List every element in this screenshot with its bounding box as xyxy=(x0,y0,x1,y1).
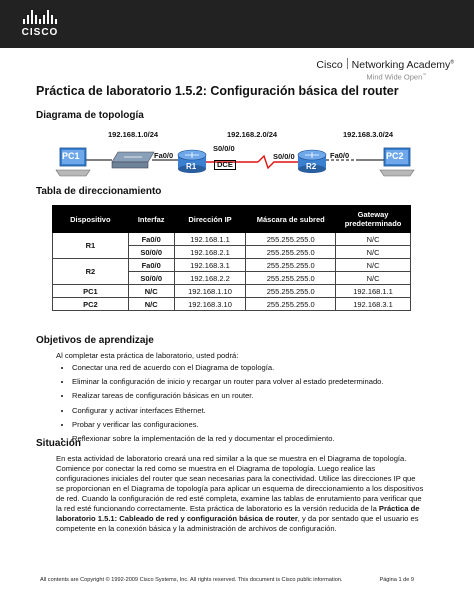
interface-cell: N/C xyxy=(128,285,174,298)
mask-cell: 255.255.255.0 xyxy=(246,233,336,246)
topology-heading: Diagrama de topología xyxy=(36,110,144,121)
ip-cell: 192.168.3.1 xyxy=(174,259,246,272)
list-item: • Conectar una red de acuerdo con el Diagrama de topología. xyxy=(72,361,384,375)
header-gateway: Gateway predeterminado xyxy=(336,206,411,233)
gateway-cell: N/C xyxy=(336,246,411,259)
situation-heading: Situación xyxy=(36,438,82,449)
list-item: • Configurar y activar interfaces Ethernet. xyxy=(72,404,384,418)
device-cell: R1 xyxy=(53,233,129,259)
interface-cell: S0/0/0 xyxy=(128,272,174,285)
mask-cell: 255.255.255.0 xyxy=(246,285,336,298)
gateway-cell: N/C xyxy=(336,272,411,285)
gateway-cell: 192.168.1.1 xyxy=(336,285,411,298)
mask-cell: 255.255.255.0 xyxy=(246,259,336,272)
device-cell: R2 xyxy=(53,259,129,285)
cisco-logo-text: CISCO xyxy=(21,27,59,38)
network-label-2: 192.168.2.0/24 xyxy=(227,130,278,139)
brand-tagline: Mind Wide Open xyxy=(366,72,423,82)
list-item: • Eliminar la configuración de inicio y recargar un router para volver al estado predeterminado. xyxy=(72,375,384,389)
table-row xyxy=(53,233,411,246)
header-device: Dispositivo xyxy=(53,206,129,233)
pc1-label: PC1 xyxy=(62,151,80,161)
ip-cell: 192.168.2.1 xyxy=(174,246,246,259)
ip-cell: 192.168.3.10 xyxy=(174,298,246,311)
table-row xyxy=(53,259,411,272)
gateway-cell: 192.168.3.1 xyxy=(336,298,411,311)
situation-paragraph xyxy=(56,454,424,534)
interface-cell: N/C xyxy=(128,298,174,311)
network-label-1: 192.168.1.0/24 xyxy=(108,130,159,139)
gateway-cell: N/C xyxy=(336,233,411,246)
network-label-3: 192.168.3.0/24 xyxy=(343,130,394,139)
mask-cell: 255.255.255.0 xyxy=(246,272,336,285)
brand-registered: ® xyxy=(450,59,454,66)
page-title: Práctica de laboratorio 1.5.2: Configuración básica del router xyxy=(36,84,399,98)
dce-label: DCE xyxy=(214,160,236,170)
mask-cell: 255.255.255.0 xyxy=(246,246,336,259)
interface-cell: Fa0/0 xyxy=(128,259,174,272)
table-row xyxy=(53,285,411,298)
situation-lab-reference: Práctica de laboratorio 1.5.1: Cableado de red y configuración básica de router xyxy=(56,504,420,523)
pc2-label: PC2 xyxy=(386,151,404,161)
addressing-table xyxy=(52,205,411,311)
interface-cell: Fa0/0 xyxy=(128,233,174,246)
situation-text-a: En esta actividad de laboratorio creará una red similar a la que se muestra en el Diagrama de topología. Comience por conectar la red como se muestra en el Diagrama de topología. Luego realice las configuraciones iniciales del router que sean necesarias para la conectividad. Utilice las direcciones IP que se proporcionan en el Diagrama de topología para aplicar un esquema de direccionamiento a los dispositivos de red. Cuando la configuración de red esté completa, examine las tablas de enrutamiento para verificar que la red esté funcionando correctamente. Esta práctica de laboratorio es la versión reducida de la xyxy=(56,454,424,513)
switch-icon xyxy=(112,152,154,168)
device-cell: PC2 xyxy=(53,298,129,311)
brand-cisco: Cisco xyxy=(316,59,343,71)
ip-cell: 192.168.1.10 xyxy=(174,285,246,298)
table-header-row xyxy=(53,206,411,233)
r2-label: R2 xyxy=(306,162,317,171)
mask-cell: 255.255.255.0 xyxy=(246,298,336,311)
header-ip: Dirección IP xyxy=(174,206,246,233)
ip-cell: 192.168.2.2 xyxy=(174,272,246,285)
footer-page-number: Página 1 de 9 xyxy=(379,577,414,583)
objectives-list xyxy=(60,361,384,446)
interface-cell: S0/0/0 xyxy=(128,246,174,259)
gateway-cell: N/C xyxy=(336,259,411,272)
brand-academy: Networking Academy xyxy=(351,59,451,71)
list-item: • Reflexionar sobre la implementación de la red y documentar el procedimiento. xyxy=(72,432,384,446)
r1-fa-label: Fa0/0 xyxy=(154,151,174,160)
r2-serial-label: S0/0/0 xyxy=(273,152,295,161)
table-heading: Tabla de direccionamiento xyxy=(36,186,162,197)
r2-fa-label: Fa0/0 xyxy=(330,151,350,160)
situation-text-b: , y da por sentado que el usuario es competente en la conexión básica y la administración de archivos de configuración. xyxy=(56,514,419,533)
header-mask: Máscara de subred xyxy=(246,206,336,233)
list-item: • Realizar tareas de configuración básicas en un router. xyxy=(72,389,384,403)
header-interface: Interfaz xyxy=(128,206,174,233)
brand-tagline-tm: ™ xyxy=(422,72,427,77)
list-item: • Probar y verificar las configuraciones. xyxy=(72,418,384,432)
device-cell: PC1 xyxy=(53,285,129,298)
ip-cell: 192.168.1.1 xyxy=(174,233,246,246)
table-row xyxy=(53,298,411,311)
objectives-heading: Objetivos de aprendizaje xyxy=(36,335,154,346)
r1-serial-label: S0/0/0 xyxy=(213,144,235,153)
r1-label: R1 xyxy=(186,162,197,171)
footer-copyright: All contents are Copyright © 1992-2009 Cisco Systems, Inc. All rights reserved. This document is Cisco public information. xyxy=(40,577,343,583)
objectives-intro: Al completar esta práctica de laboratorio, usted podrá: xyxy=(56,351,239,360)
